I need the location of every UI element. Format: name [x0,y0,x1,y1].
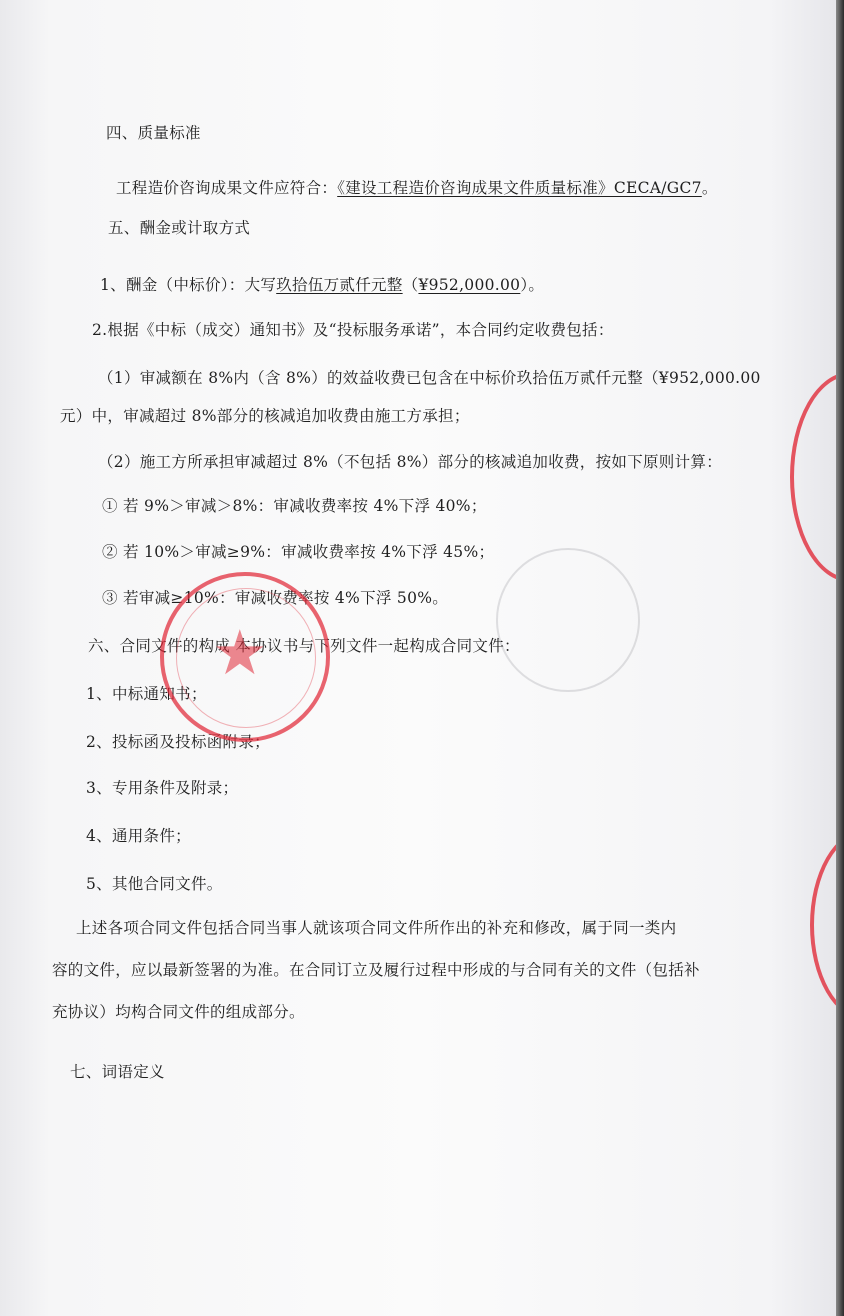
rate-rule-1: ① 若 9%＞审减＞8%：审减收费率按 4%下浮 40%； [102,497,487,515]
rate-rule-3: ③ 若审减≥10%：审减收费率按 4%下浮 50%。 [102,589,449,607]
section-5-clause-1-line-1: （1）审减额在 8%内（含 8%）的效益收费已包含在中标价玖拾伍万贰仟元整（¥952,000.00 [98,369,761,387]
page-edge-shadow [836,0,844,1316]
faint-seal-impression [496,548,640,692]
fee-amount-words: 玖拾伍万贰仟元整 [276,276,403,294]
section-5-heading: 五、酬金或计取方式 [108,219,251,237]
section-7-heading: 七、词语定义 [70,1063,165,1081]
fee-amount-open: （ [402,276,419,294]
rate-rule-2: ② 若 10%＞审减≥9%：审减收费率按 4%下浮 45%； [102,543,495,561]
fee-suffix: ）。 [520,276,545,294]
section-6-paragraph-line-1: 上述各项合同文件包括合同当事人就该项合同文件所作出的补充和修改，属于同一类内 [76,919,677,937]
section-6-paragraph-line-3: 充协议）均构合同文件的组成部分。 [52,1003,305,1021]
quality-standard-reference: 《建设工程造价咨询成果文件质量标准》CECA/GC7 [337,179,702,197]
company-seal-stamp [160,572,330,742]
contract-document-item: 5、其他合同文件。 [86,875,223,893]
contract-document-item: 4、通用条件； [86,827,191,845]
section-6-heading: 六、合同文件的构成 本协议书与下列文件一起构成合同文件： [88,637,520,655]
section-4-heading: 四、质量标准 [106,124,201,142]
contract-document-item: 3、专用条件及附录； [86,779,239,797]
section-5-clause-1-line-2: 元）中，审减超过 8%部分的核减追加收费由施工方承担； [60,407,470,425]
section-5-item-1 [100,275,544,295]
fee-prefix: 1、酬金（中标价）：大写 [100,276,277,294]
section-5-clause-2: （2）施工方所承担审减超过 8%（不包括 8%）部分的核减追加收费，按如下原则计算： [98,453,722,471]
fee-amount-number: ¥952,000.00 [418,276,521,294]
section-4-text-prefix: 工程造价咨询成果文件应符合： [116,179,338,197]
section-4-text [116,178,718,198]
section-4-text-suffix: 。 [701,179,718,197]
contract-document-item: 1、中标通知书； [86,685,207,703]
contract-document-item: 2、投标函及投标函附录； [86,733,270,751]
section-6-paragraph-line-2: 容的文件，应以最新签署的为准。在合同订立及履行过程中形成的与合同有关的文件（包括补 [52,961,700,979]
section-5-item-2: 2.根据《中标（成交）通知书》及“投标服务承诺”，本合同约定收费包括： [92,321,614,339]
seal-star-icon: ★ [212,616,268,689]
